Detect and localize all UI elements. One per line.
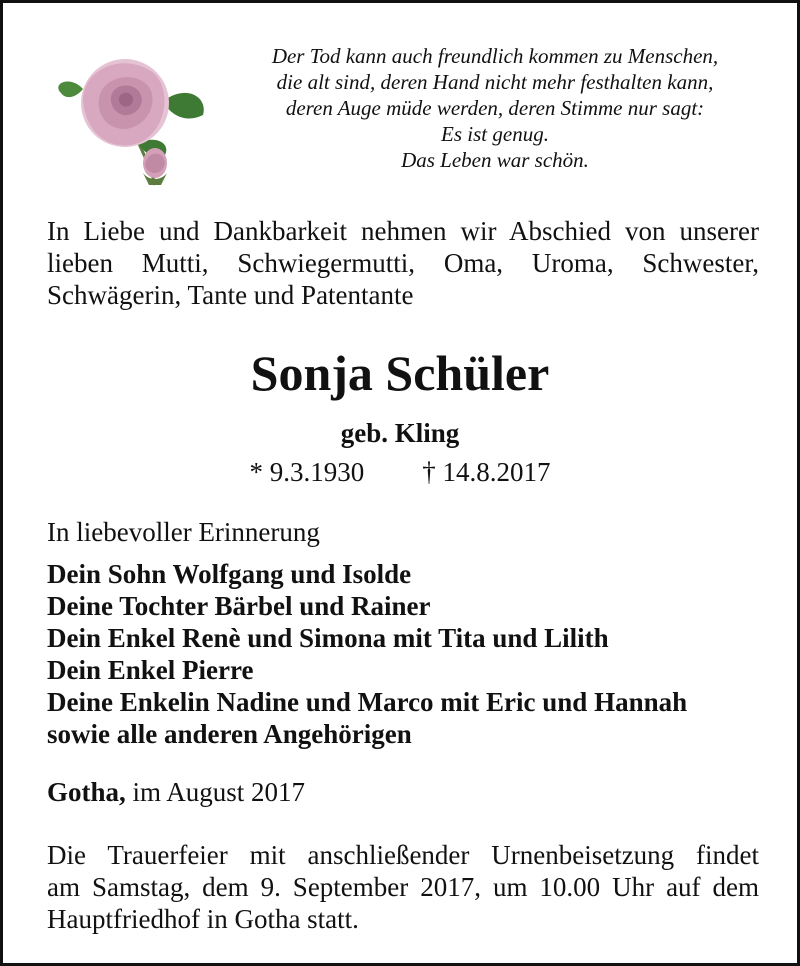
family-member: Deine Tochter Bärbel und Rainer — [47, 591, 431, 621]
birth-date: * 9.3.1930 — [249, 457, 365, 487]
place-date — [47, 775, 305, 809]
poem-line: Der Tod kann auch freundlich kommen zu Menschen, — [271, 44, 719, 68]
place-month: im August 2017 — [132, 777, 306, 807]
funeral-line: Hauptfriedhof in Gotha statt. — [47, 904, 359, 934]
family-member: Dein Enkel Renè und Simona mit Tita und Lilith — [47, 623, 609, 653]
life-dates — [3, 455, 797, 489]
maiden-name: geb. Kling — [340, 418, 460, 448]
intro-line: In Liebe und Dankbarkeit nehmen wir Abschied von unserer — [47, 216, 759, 246]
family-member: Dein Enkel Pierre — [47, 655, 254, 685]
family-member: Deine Enkelin Nadine und Marco mit Eric und Hannah — [47, 687, 688, 717]
poem-line: deren Auge müde werden, deren Stimme nur sagt: — [285, 96, 705, 120]
place-city: Gotha, — [47, 777, 126, 807]
family-member: sowie alle anderen Angehörigen — [47, 719, 412, 749]
intro-paragraph — [47, 215, 759, 311]
family-member: Dein Sohn Wolfgang und Isolde — [47, 559, 412, 589]
memory-label: In liebevoller Erinnerung — [47, 517, 320, 547]
intro-line: Schwägerin, Tante und Patentante — [47, 280, 414, 310]
intro-line: lieben Mutti, Schwiegermutti, Oma, Uroma, Schwester, — [47, 248, 759, 278]
poem-line: Das Leben war schön. — [401, 148, 589, 172]
poem — [215, 43, 775, 173]
funeral-line: Die Trauerfeier mit anschließender Urnenbeisetzung findet — [47, 840, 759, 870]
rose-icon — [43, 43, 213, 193]
funeral-info — [47, 839, 759, 935]
deceased-name: Sonja Schüler — [250, 345, 550, 401]
funeral-line: am Samstag, dem 9. September 2017, um 10.00 Uhr auf dem — [47, 872, 759, 902]
family-list — [47, 558, 687, 750]
poem-line: Es ist genug. — [441, 122, 549, 146]
poem-line: die alt sind, deren Hand nicht mehr festhalten kann, — [276, 70, 714, 94]
death-date: † 14.8.2017 — [422, 457, 551, 487]
